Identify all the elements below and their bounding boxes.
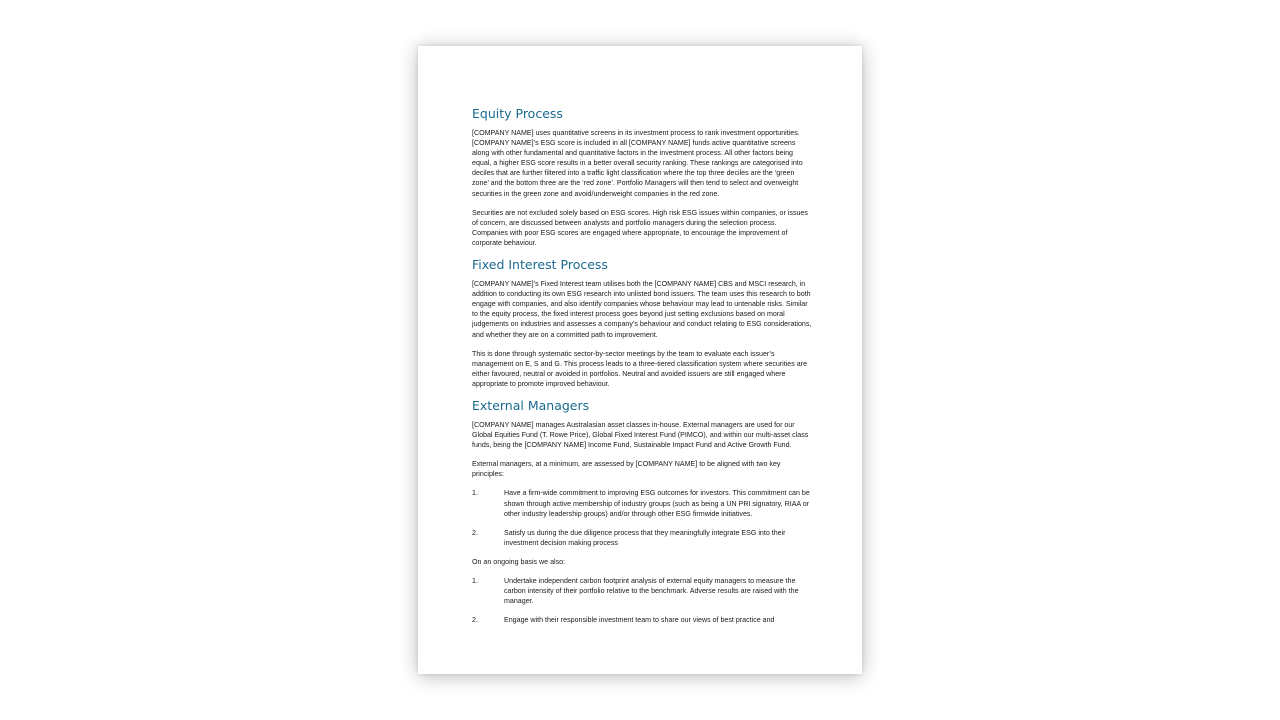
list-number: 2. <box>472 528 478 537</box>
paragraph: On an ongoing basis we also: <box>472 557 566 566</box>
section-heading: External Managers <box>472 397 590 413</box>
paragraph: [COMPANY NAME] manages Australasian asset classes in-house. External managers are used for our Global Equities Fund (T. Rowe Price), Global Fixed Interest Fund (PIMCO), and within our multi-asset class funds, being the [COMPANY NAME] Income Fund, Sustainable Impact Fund and Active Growth Fund. <box>472 420 809 450</box>
paragraph: [COMPANY NAME] uses quantitative screens in its investment process to rank investment opportunities. [COMPANY NAME]’s ESG score is included in all [COMPANY NAME] funds active quantitative screens along with other fundamental and quantitative factors in the investment process. All other factors being equal, a higher ESG score results in a better overall security ranking. These rankings are categorised into deciles that are further filtered into a traffic light classification where the top three deciles are the ‘green zone’ and the bottom three are the ‘red zone’. Portfolio Managers will then tend to select and overweight securities in the green zone and avoid/underweight companies in the red zone. <box>472 129 803 198</box>
list-item <box>472 615 812 625</box>
list-number: 1. <box>472 577 478 585</box>
paragraph: This is done through systematic sector-by-sector meetings by the team to evaluate each issuer’s management on E, S and G. This process leads to a three-tiered classification system where securities are either favoured, neutral or avoided in portfolios. Neutral and avoided issuers are still engaged where appropriate to promote improved behaviour. <box>472 349 808 388</box>
paragraph: [COMPANY NAME]’s Fixed Interest team utilises both the [COMPANY NAME] CBS and MSCI research, in addition to conducting its own ESG research into unlisted bond issuers. The team uses this research to both engage with companies, and also identify companies whose behaviour may lead to untenable risks. Similar to the equity process, the fixed interest process goes beyond just setting exclusions based on moral judgements on industries and assesses a company’s behaviour and conduct relating to ESG considerations, and whether they are on a committed path to improvement. <box>472 280 812 339</box>
principles-list <box>472 488 812 547</box>
list-item <box>472 528 812 548</box>
section-heading: Equity Process <box>472 106 563 121</box>
list-text: Have a firm-wide commitment to improving ESG outcomes for investors. This commitment can be shown through active membership of industry groups (such as being a UN PRI signatory, RIAA or other industry leadership groups) and/or through other ESG firmwide initiatives. <box>504 489 810 518</box>
paragraph: External managers, at a minimum, are assessed by [COMPANY NAME] to be aligned with two key principles: <box>472 460 781 479</box>
section-heading: Fixed Interest Process <box>472 257 608 273</box>
list-number: 2. <box>472 616 478 625</box>
list-number: 1. <box>472 489 478 498</box>
section-fixed-interest-process <box>472 257 812 389</box>
list-text: Engage with their responsible investment team to share our views of best practice and <box>504 616 775 625</box>
paragraph: Securities are not excluded solely based on ESG scores. High risk ESG issues within companies, or issues of concern, are discussed between analysts and portfolio managers during the selection process. Companies with poor ESG scores are engaged where appropriate, to encourage the improvement of corporate behaviour. <box>472 208 808 247</box>
page-content <box>472 106 812 634</box>
list-text: Satisfy us during the due diligence process that they meaningfully integrate ESG into their investment decision making process <box>504 528 786 547</box>
section-equity-process <box>472 106 812 248</box>
section-external-managers <box>472 398 812 625</box>
ongoing-list <box>472 576 812 625</box>
list-item <box>472 576 812 606</box>
list-text: Undertake independent carbon footprint analysis of external equity managers to measure the carbon intensity of their portfolio relative to the benchmark. Adverse results are raised with the manager. <box>504 577 799 606</box>
document-page <box>418 46 862 674</box>
list-item <box>472 488 812 518</box>
